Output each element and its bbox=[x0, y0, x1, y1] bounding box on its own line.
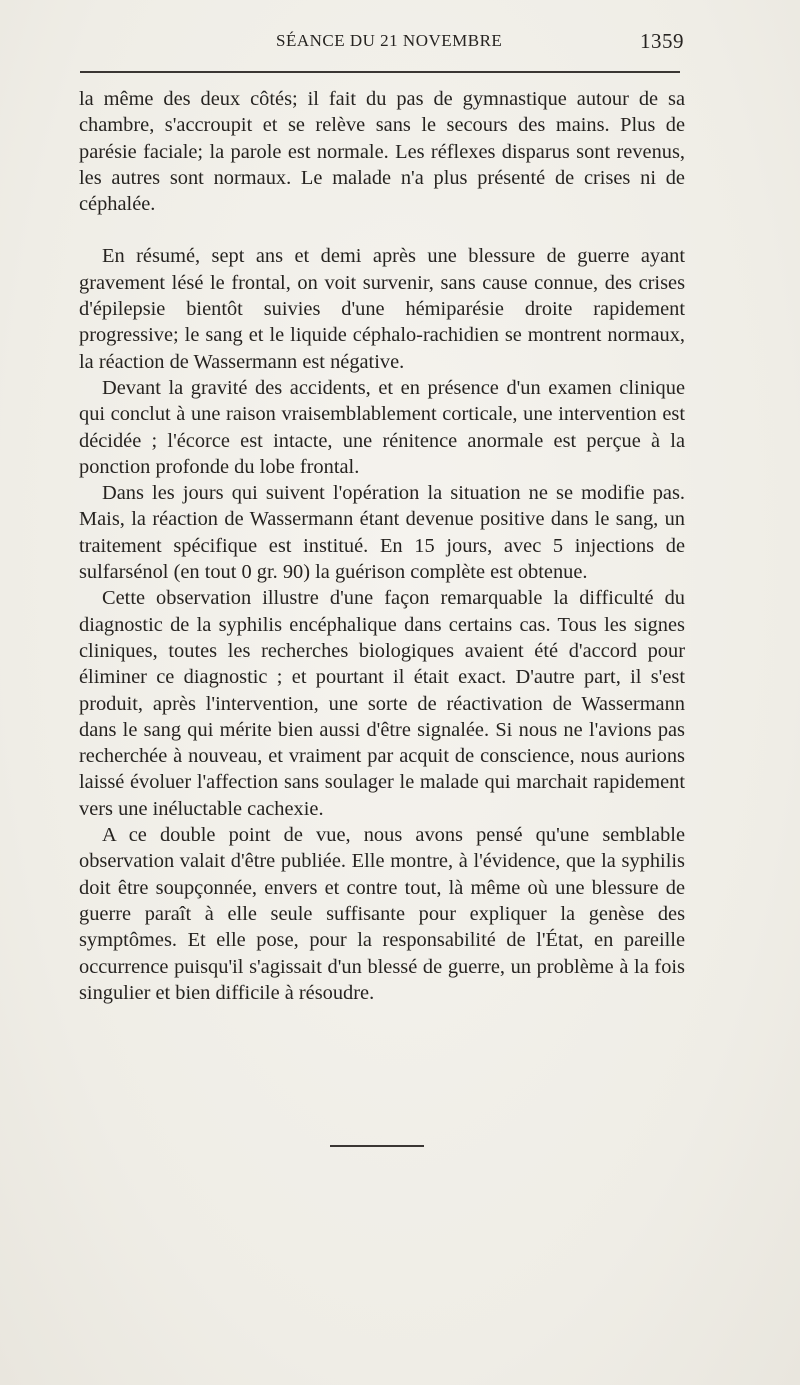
paragraph-intervention: Devant la gravité des accidents, et en présence d'un examen clinique qui conclut à une raison vraisemblablement corticale, une intervention est décidée ; l'écorce est intacte, une rénitence anormale est perçue à la ponction profonde du lobe frontal. bbox=[79, 376, 685, 478]
paragraph-treatment: Dans les jours qui suivent l'opération la situation ne se modifie pas. Mais, la réaction de Wassermann étant devenue positive dans le sang, un traitement spécifique est institué. En 15 jours, avec 5 injections de sulfarsénol (en tout 0 gr. 90) la guérison complète est obtenue. bbox=[79, 482, 685, 584]
paragraph-summary: En résumé, sept ans et demi après une blessure de guerre ayant gravement lésé le frontal, on voit survenir, sans cause connue, des crises d'épilepsie bientôt suivies d'une hémiparésie droite rapidement progressive; le sang et le liquide céphalo-rachidien se montrent normaux, la réaction de Wassermann est négative. bbox=[79, 245, 685, 373]
paragraph-continuation: la même des deux côtés; il fait du pas de gymnastique autour de sa chambre, s'accroupit et se relève sans le secours des mains. Plus de parésie faciale; la parole est normale. Les réflexes disparus sont revenus, les autres sont normaux. Le malade n'a plus présenté de crises ni de céphalée. bbox=[79, 88, 685, 216]
page-header bbox=[78, 29, 684, 55]
body-text bbox=[79, 86, 685, 1006]
paragraph-discussion: Cette observation illustre d'une façon remarquable la difficulté du diagnostic de la syphilis encéphalique dans certains cas. Tous les signes cliniques, toutes les recherches biologiques avaient été d'accord pour éliminer ce diagnostic ; et pourtant il était exact. D'autre part, il s'est produit, après l'intervention, une sorte de réactivation de Wassermann dans le sang qui mérite bien aussi d'être signalée. Si nous ne l'avions pas recherchée à nouveau, et vraiment par acquit de conscience, nous aurions laissé évoluer l'affection sans soulager le malade qui marchait rapidement vers une inéluctable cachexie. bbox=[79, 587, 685, 820]
end-rule bbox=[330, 1145, 424, 1147]
running-title: SÉANCE DU 21 NOVEMBRE bbox=[276, 31, 503, 50]
header-rule bbox=[80, 71, 680, 73]
paragraph-conclusion: A ce double point de vue, nous avons pensé qu'une semblable observation valait d'être publiée. Elle montre, à l'évidence, que la syphilis doit être soupçonnée, envers et contre tout, là même où une blessure de guerre paraît à elle seule suffisante pour expliquer la genèse des symptômes. Et elle pose, pour la responsabilité de l'État, en pareille occurrence puisqu'il s'agissait d'un blessé de guerre, un problème à la fois singulier et bien difficile à résoudre. bbox=[79, 824, 685, 1004]
page-number: 1359 bbox=[640, 29, 684, 53]
